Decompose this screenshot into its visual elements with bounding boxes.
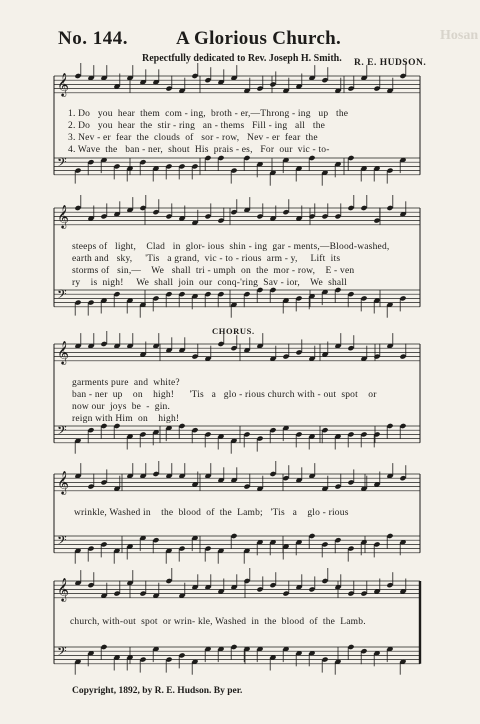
lyric-line: 4. Wave the ban - ner, shout His prais - es, For our vic - to- — [68, 145, 330, 155]
lyric-line: earth and sky, 'Tis a grand, vic - to - rious arm - y, Lift its — [72, 254, 341, 264]
bass-clef-icon: 𝄢 — [57, 423, 67, 441]
treble-clef-icon: 𝄞 — [57, 470, 69, 494]
lyric-line: garments pure and white? — [72, 378, 180, 388]
bleed-through-text: Hosan — [440, 28, 479, 43]
lyric-line: 1. Do you hear them com - ing, broth - er,—Throng - ing up the — [68, 109, 349, 119]
lyric-line: church, with-out spot or wrin- kle, Washed in the blood of the Lamb. — [70, 617, 366, 627]
treble-clef-icon: 𝄞 — [57, 340, 69, 364]
treble-clef-icon: 𝄞 — [57, 204, 69, 228]
bass-clef-icon: 𝄢 — [57, 533, 67, 551]
lyric-line: ban - ner up on high! 'Tis a glo - rious church with - out spot or — [72, 390, 377, 400]
treble-clef-icon: 𝄞 — [57, 72, 69, 96]
bass-clef-icon: 𝄢 — [57, 155, 67, 173]
lyric-line: wrinkle, Washed in the blood of the Lamb; 'Tis a glo - rious — [74, 508, 349, 518]
treble-clef-icon: 𝄞 — [57, 577, 69, 601]
lyric-line: storms of sin,— We shall tri - umph on the mor - row, E - ven — [72, 266, 355, 276]
copyright: Copyright, 1892, by R. E. Hudson. By per. — [72, 686, 243, 696]
dedication: Repectfully dedicated to Rev. Joseph H. Smith. — [142, 53, 342, 64]
lyric-line: 2. Do you hear the stir - ring an - thems Fill - ing all the — [68, 121, 326, 131]
bass-clef-icon: 𝄢 — [57, 644, 67, 662]
lyric-line: now our joys be - gin. — [72, 402, 171, 412]
hymn-number: No. 144. — [58, 28, 128, 49]
hymn-title: A Glorious Church. — [176, 28, 341, 49]
chorus-label: CHORUS. — [212, 326, 255, 336]
lyric-line: ry is nigh! We shall join our conq-'ring Sav - ior, We shall — [72, 278, 348, 288]
lyric-line: steeps of light, Clad in glor- ious shin - ing gar - ments,—Blood-washed, — [72, 242, 390, 252]
lyric-line: 3. Nev - er fear the clouds of sor - row, Nev - er fear the — [68, 133, 318, 143]
lyric-line: reign with Him on high! — [72, 414, 180, 424]
composer: R. E. HUDSON. — [354, 58, 427, 68]
bass-clef-icon: 𝄢 — [57, 287, 67, 305]
